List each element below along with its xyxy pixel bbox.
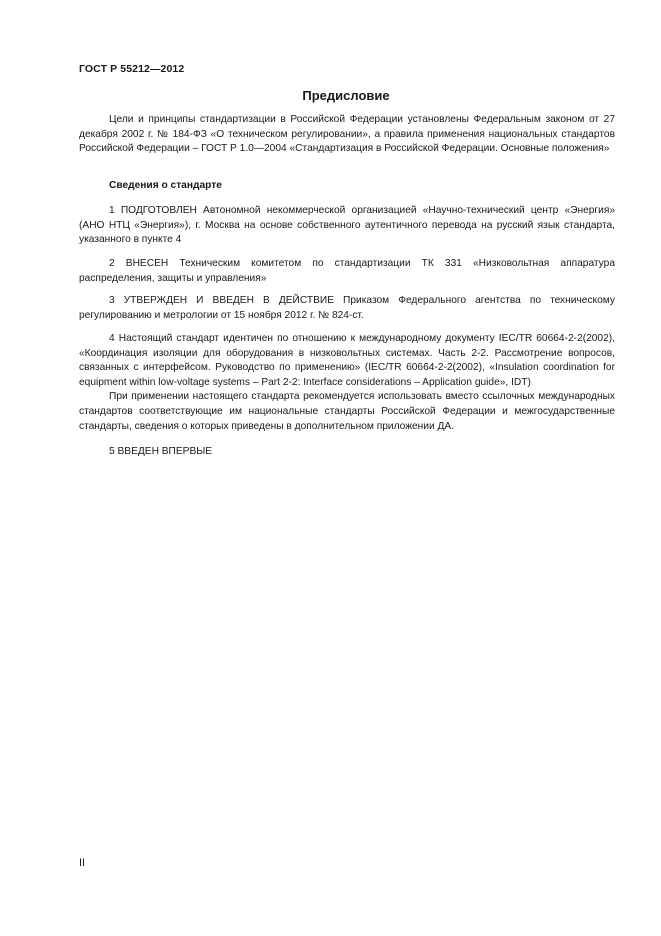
item-3-block [79, 294, 615, 323]
item-2-block [79, 257, 615, 286]
item-4-block [79, 332, 615, 434]
document-code: ГОСТ Р 55212—2012 [79, 63, 185, 75]
foreword-intro-paragraph: Цели и принципы стандартизации в Российской Федерации установлены Федеральным законом от 27 декабря 2002 г. № 184-ФЗ «О техническом регулировании», а правила применения национальных стандартов Российской Федерации – ГОСТ Р 1.0—2004 «Стандартизация в Российской Федерации. Основные положения» [79, 114, 615, 155]
item-1-paragraph: 1 ПОДГОТОВЛЕН Автономной некоммерческой организацией «Научно-технический центр «Энергия» (АНО НТЦ «Энергия»), г. Москва на основе собственного аутентичного перевода на русский язык стандарта, указанного в пункте 4 [79, 205, 615, 246]
item-1-block [79, 204, 615, 248]
item-5-paragraph: 5 ВВЕДЕН ВПЕРВЫЕ [109, 446, 213, 457]
item-2-paragraph: 2 ВНЕСЕН Техническим комитетом по стандартизации ТК 331 «Низковольтная аппаратура распределения, защиты и управления» [79, 258, 615, 284]
item-4-note-paragraph: При применении настоящего стандарта рекомендуется использовать вместо ссылочных международных стандартов соответствующие им национальные стандарты Российской Федерации и межгосударственные стандарты, сведения о которых приведены в дополнительном приложении ДА. [79, 391, 615, 432]
page-number: II [79, 857, 86, 869]
standard-info-heading: Сведения о стандарте [109, 180, 222, 191]
item-5-block [79, 445, 615, 460]
foreword-intro-block [79, 113, 615, 157]
item-3-paragraph: 3 УТВЕРЖДЕН И ВВЕДЕН В ДЕЙСТВИЕ Приказом Федерального агентства по техническому регулированию и метрологии от 15 ноября 2012 г. № 824-ст. [79, 295, 615, 321]
foreword-title: Предисловие [302, 88, 390, 103]
item-4-paragraph: 4 Настоящий стандарт идентичен по отношению к международному документу IEC/TR 60664-2-2(2002), «Координация изоляции для оборудования в низковольтных системах. Часть 2-2. Рассмотрение вопросов, связанных с интерфейсом. Руководство по применению» (IEC/TR 60664-2-2(2002), «Insulation coordination for equipment within low-voltage systems – Part 2-2: Interface considerations – Application guide», IDT) [79, 333, 615, 388]
